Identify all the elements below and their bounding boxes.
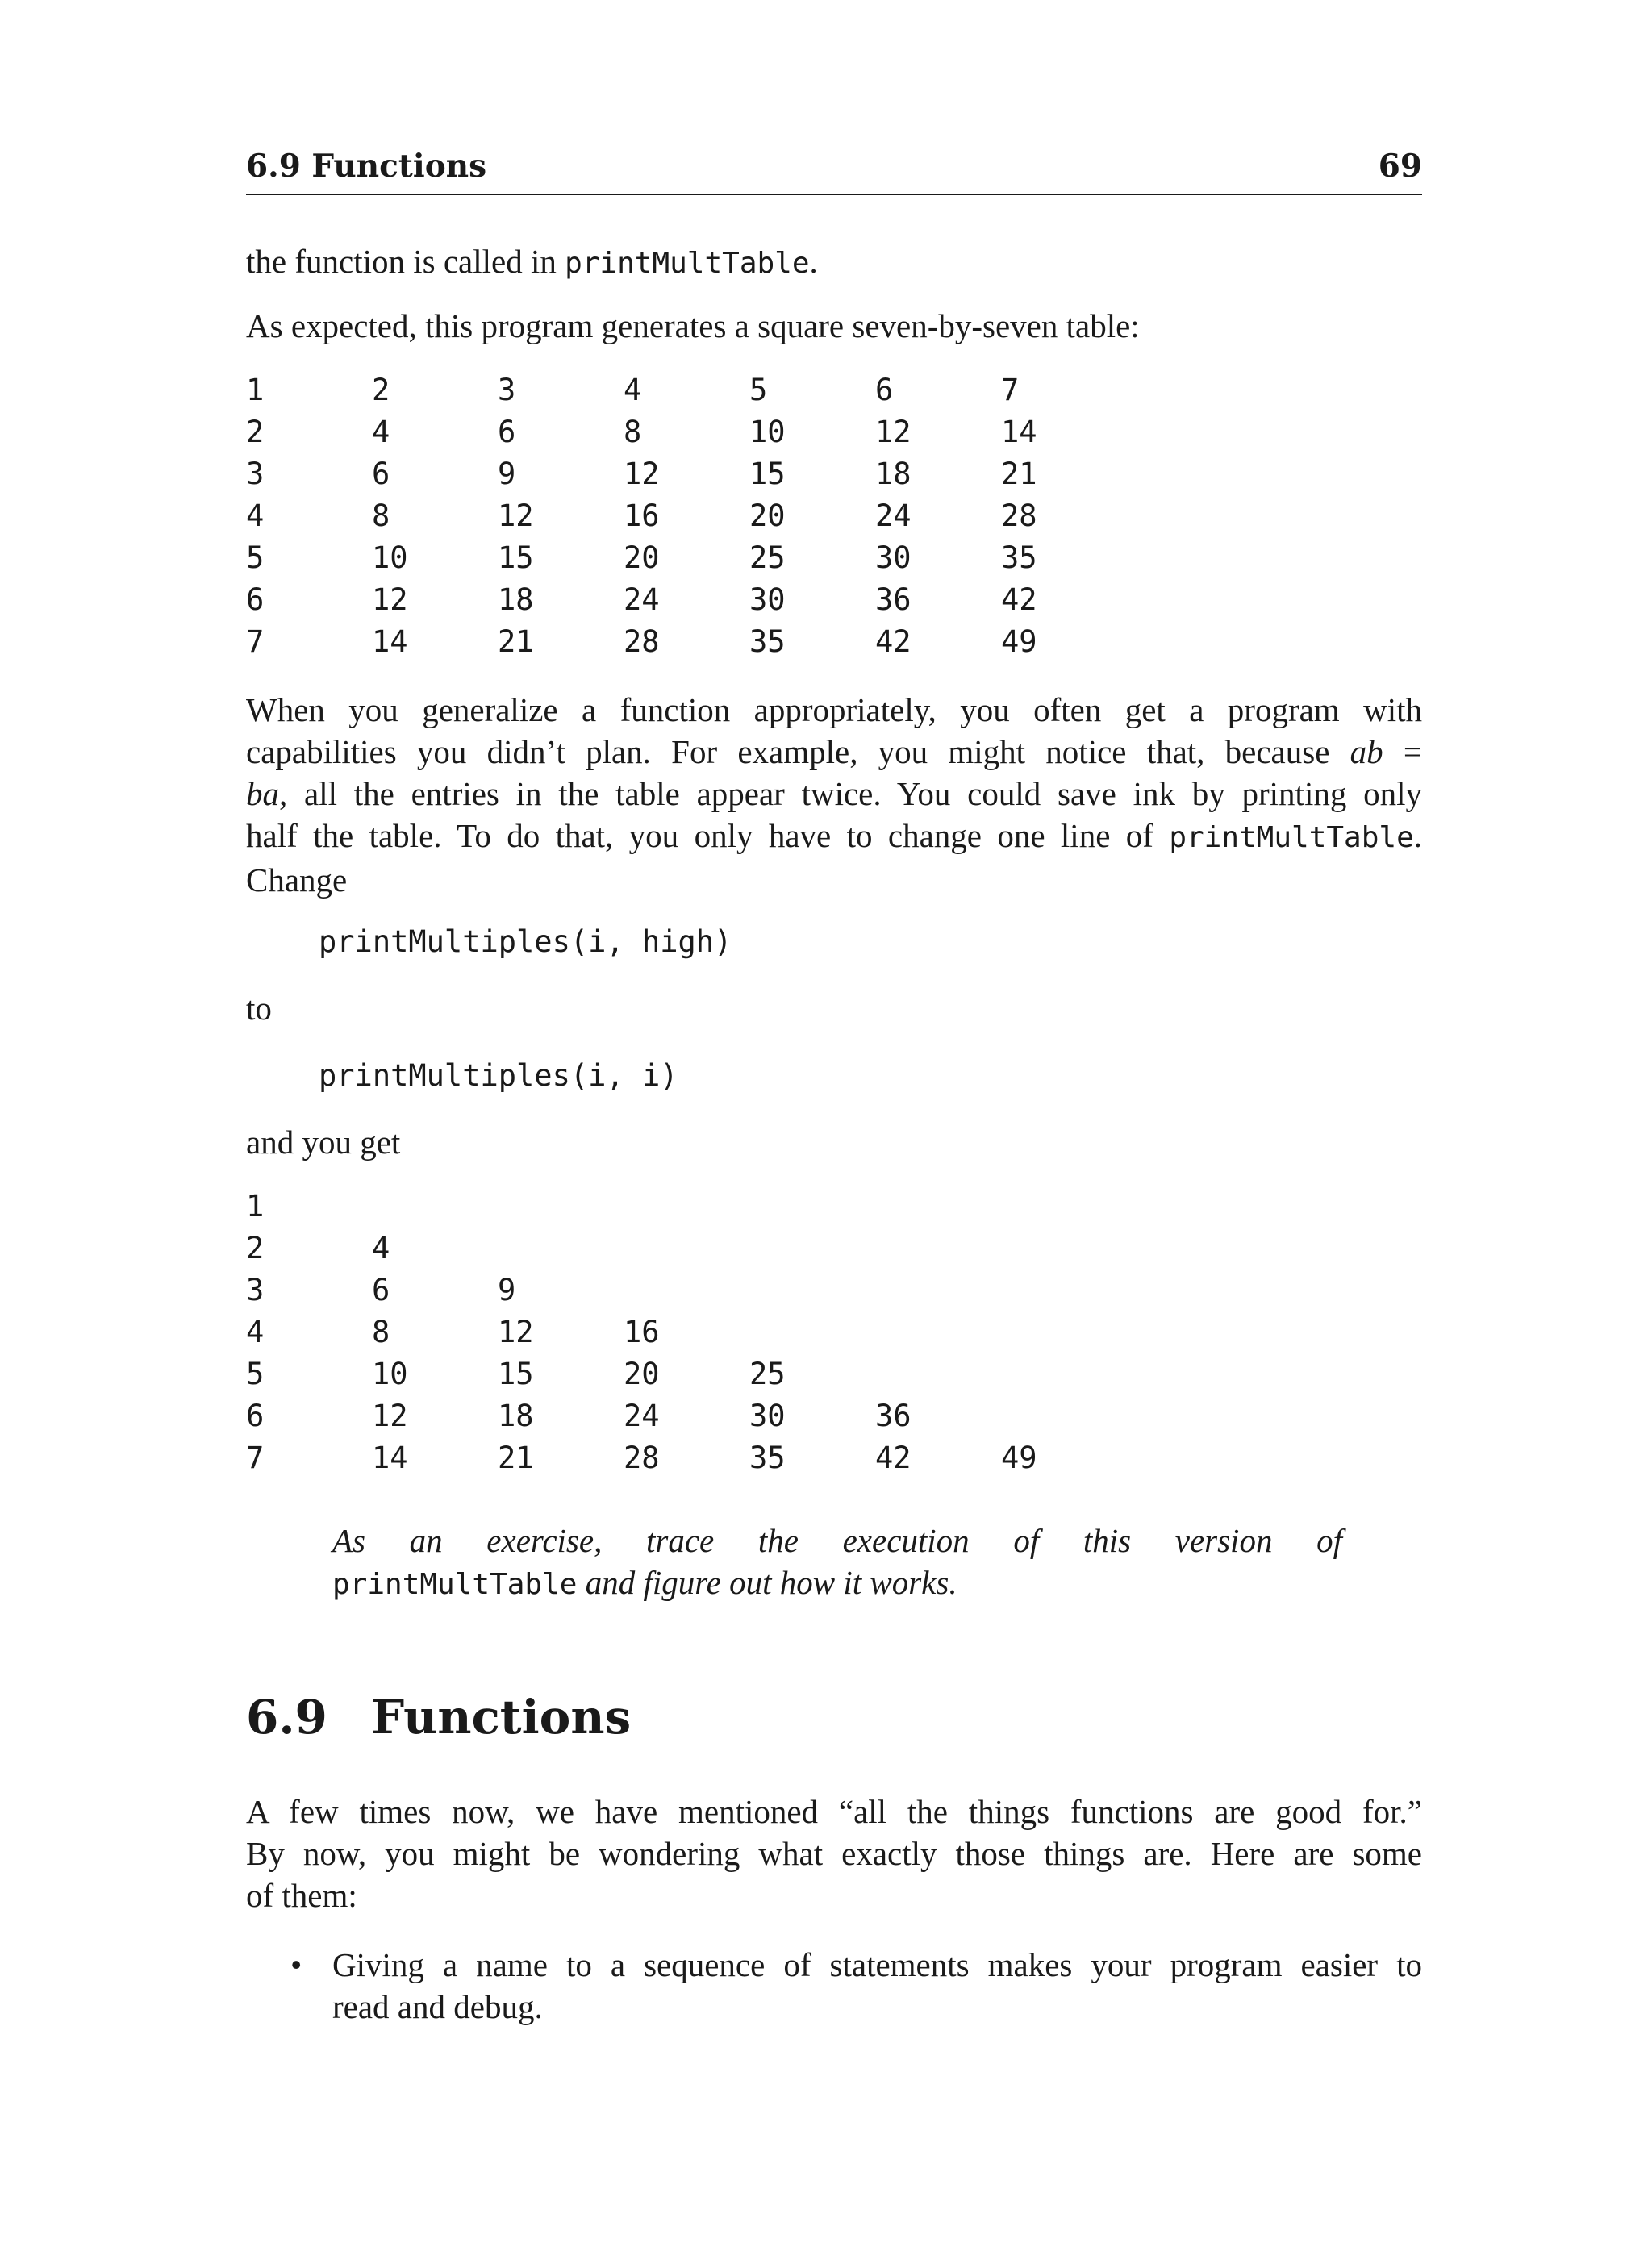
table-cell: 16 (624, 1315, 660, 1349)
table-cell: 2 (372, 373, 390, 407)
paragraph-to: to (246, 990, 272, 1027)
code-block-before: printMultiples(i, high) (319, 924, 732, 959)
paragraph-text: = (1383, 733, 1422, 770)
table-cell: 12 (372, 1399, 408, 1433)
table-cell: 14 (1001, 415, 1037, 449)
table-cell: 6 (246, 582, 265, 617)
table-cell: 3 (246, 1273, 265, 1307)
table-cell: 3 (498, 373, 516, 407)
paragraph-text: half the table. To do that, you only have to change one line of (246, 817, 1170, 854)
table-cell: 4 (246, 1315, 265, 1349)
table-cell: 4 (246, 498, 265, 533)
table-cell: 6 (498, 415, 516, 449)
code-block-after: printMultiples(i, i) (319, 1058, 678, 1093)
paragraph-line (246, 731, 1422, 773)
bullet-icon: • (290, 1946, 302, 1983)
math-ba: ba (246, 775, 279, 812)
table-cell: 49 (1001, 624, 1037, 659)
table-cell: 9 (498, 1273, 516, 1307)
table-cell: 4 (624, 373, 642, 407)
table-cell: 49 (1001, 1441, 1037, 1475)
running-header (246, 148, 1422, 185)
paragraph-line: of them: (246, 1877, 357, 1914)
table-cell: 7 (246, 1441, 265, 1475)
paragraph-line: A few times now, we have mentioned “all the things functions are good for.” (246, 1793, 1422, 1830)
table-cell: 20 (624, 540, 660, 575)
table-cell: 7 (246, 624, 265, 659)
paragraph-generalize (246, 689, 1422, 901)
table-cell: 25 (749, 540, 786, 575)
table-cell: 28 (624, 1441, 660, 1475)
table-cell: 12 (875, 415, 912, 449)
table-cell: 6 (246, 1399, 265, 1433)
table-cell: 15 (498, 540, 534, 575)
section-title: Functions (371, 1690, 632, 1745)
table-cell: 42 (875, 624, 912, 659)
table-cell: 28 (1001, 498, 1037, 533)
table-cell: 6 (372, 1273, 390, 1307)
table-cell: 36 (875, 582, 912, 617)
paragraph-intro (246, 240, 1422, 285)
paragraph-and-you-get: and you get (246, 1124, 401, 1161)
table-cell: 35 (749, 1441, 786, 1475)
paragraph-line: By now, you might be wondering what exactly those things are. Here are some (246, 1835, 1422, 1872)
table-cell: 8 (372, 498, 390, 533)
table-cell: 6 (875, 373, 894, 407)
table-cell: 20 (624, 1357, 660, 1391)
table-cell: 24 (875, 498, 912, 533)
math-ab: ab (1350, 733, 1383, 770)
bullet-line: read and debug. (332, 1988, 543, 2025)
paragraph-text: the function is called in (246, 243, 565, 280)
section-number: 6.9 (246, 1690, 327, 1745)
paragraph-line: When you generalize a function appropriately, you often get a program with (246, 691, 1422, 728)
table-cell: 21 (1001, 457, 1037, 491)
table-cell: 21 (498, 624, 534, 659)
section-heading (246, 1690, 631, 1745)
table-cell: 5 (246, 1357, 265, 1391)
table-cell: 8 (372, 1315, 390, 1349)
inline-code: printMultTable (1169, 821, 1414, 854)
paragraph-text: capabilities you didn’t plan. For example, you might notice that, because (246, 733, 1350, 770)
table-cell: 25 (749, 1357, 786, 1391)
bullet-text (332, 1944, 1422, 2028)
table-cell: 12 (624, 457, 660, 491)
table-cell: 24 (624, 582, 660, 617)
table-cell: 21 (498, 1441, 534, 1475)
table-cell: 20 (749, 498, 786, 533)
paragraph-functions-intro (246, 1791, 1422, 1916)
table-cell: 15 (749, 457, 786, 491)
table-cell: 10 (372, 540, 408, 575)
table-cell: 35 (1001, 540, 1037, 575)
paragraph-line: Change (246, 861, 348, 899)
table-cell: 4 (372, 1231, 390, 1265)
table-cell: 12 (372, 582, 408, 617)
paragraph-text: . (1413, 817, 1422, 854)
table-cell: 36 (875, 1399, 912, 1433)
table-cell: 5 (246, 540, 265, 575)
page-number: 69 (1378, 148, 1422, 185)
exercise-text: and figure out how it works. (577, 1564, 957, 1601)
table-cell: 18 (875, 457, 912, 491)
paragraph-expected: As expected, this program generates a square seven-by-seven table: (246, 307, 1140, 344)
table-cell: 12 (498, 498, 534, 533)
table-cell: 10 (372, 1357, 408, 1391)
inline-code: printMultTable (565, 247, 810, 280)
exercise-block (332, 1520, 1342, 1606)
table-cell: 10 (749, 415, 786, 449)
exercise-line: As an exercise, trace the execution of this version of (332, 1522, 1342, 1559)
table-cell: 14 (372, 624, 408, 659)
table-cell: 5 (749, 373, 768, 407)
table-cell: 42 (875, 1441, 912, 1475)
table-cell: 8 (624, 415, 642, 449)
table-cell: 12 (498, 1315, 534, 1349)
table-cell: 35 (749, 624, 786, 659)
table-cell: 6 (372, 457, 390, 491)
table-cell: 7 (1001, 373, 1020, 407)
table-cell: 9 (498, 457, 516, 491)
table-cell: 24 (624, 1399, 660, 1433)
paragraph-line (246, 815, 1422, 859)
inline-code: printMultTable (332, 1568, 578, 1601)
table-cell: 2 (246, 415, 265, 449)
table-cell: 1 (246, 1189, 265, 1224)
table-cell: 30 (749, 1399, 786, 1433)
table-cell: 42 (1001, 582, 1037, 617)
table-cell: 14 (372, 1441, 408, 1475)
paragraph-text: , all the entries in the table appear twice. You could save ink by printing only (279, 775, 1422, 812)
exercise-line (332, 1561, 1342, 1606)
table-cell: 30 (875, 540, 912, 575)
header-rule (246, 194, 1422, 195)
header-section-title: 6.9 Functions (246, 148, 487, 185)
table-cell: 15 (498, 1357, 534, 1391)
table-cell: 1 (246, 373, 265, 407)
table-cell: 18 (498, 582, 534, 617)
table-cell: 3 (246, 457, 265, 491)
table-cell: 2 (246, 1231, 265, 1265)
table-cell: 30 (749, 582, 786, 617)
paragraph-text: . (809, 243, 818, 280)
table-cell: 16 (624, 498, 660, 533)
paragraph-line (246, 773, 1422, 815)
bullet-line: Giving a name to a sequence of statements makes your program easier to (332, 1946, 1422, 1983)
table-cell: 28 (624, 624, 660, 659)
table-cell: 18 (498, 1399, 534, 1433)
table-cell: 4 (372, 415, 390, 449)
